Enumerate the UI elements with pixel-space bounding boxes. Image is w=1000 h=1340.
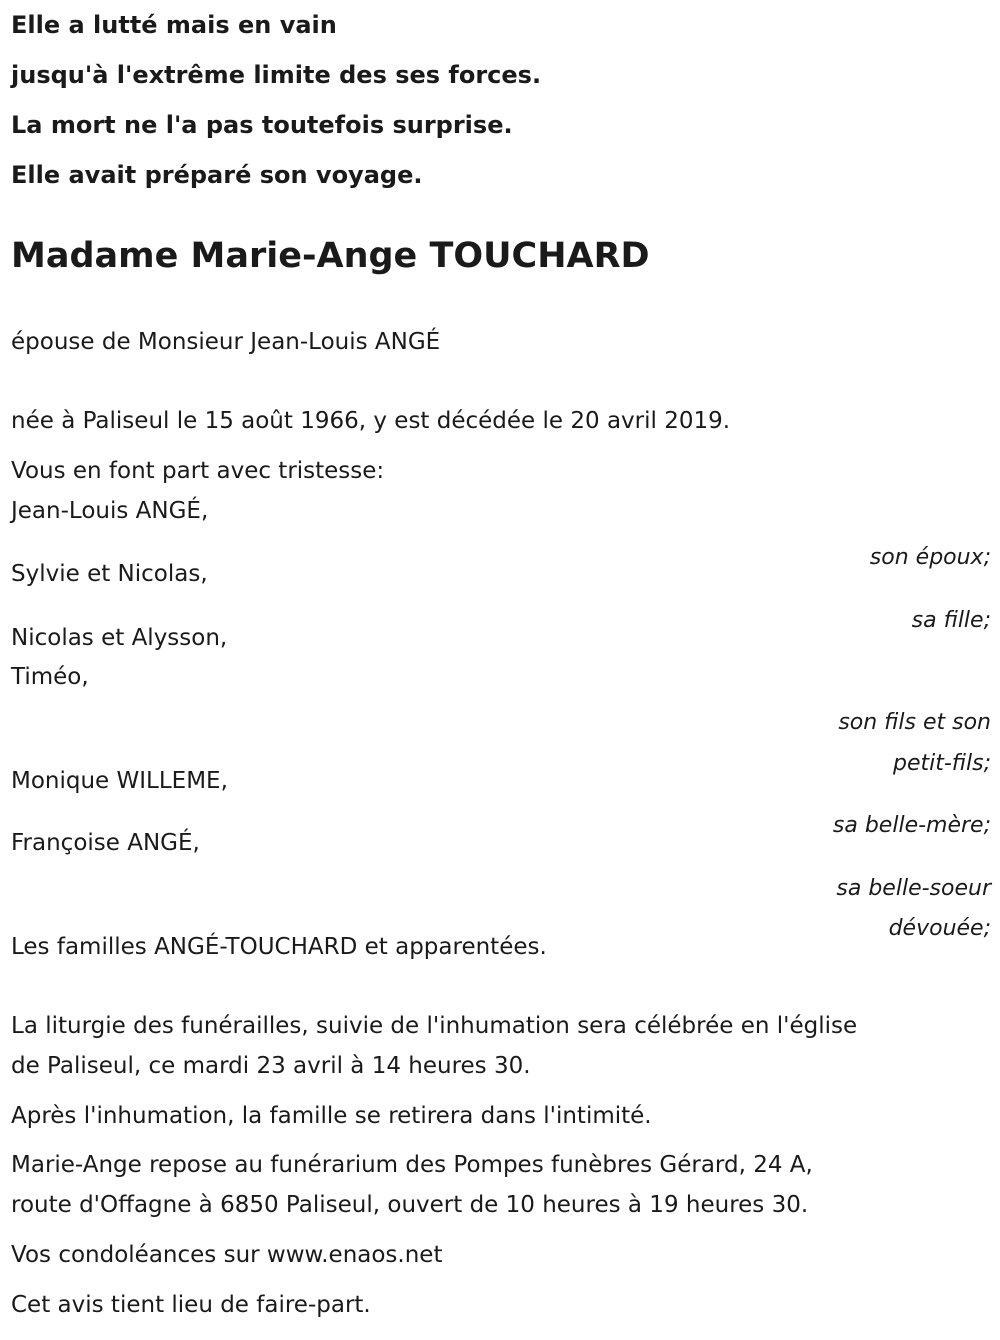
after-burial-text: Après l'inhumation, la famille se retirera dans l'intimité. (11, 1103, 652, 1129)
family-member-relation: sa belle-soeur (836, 876, 991, 901)
family-member-name: Timéo, (11, 664, 89, 690)
families-line: Les familles ANGÉ-TOUCHARD et apparentées. (11, 934, 547, 960)
birth-death-line: née à Paliseul le 15 août 1966, y est décédée le 20 avril 2019. (11, 408, 731, 434)
poem (11, 0, 541, 200)
family-member-name: Françoise ANGÉ, (11, 830, 200, 856)
family-member-relation: petit-fils; (892, 751, 991, 776)
condolences-text: Vos condoléances sur www.enaos.net (11, 1242, 443, 1268)
poem-line: Elle a lutté mais en vain (11, 11, 337, 39)
poem-line: La mort ne l'a pas toutefois surprise. (11, 111, 513, 139)
family-member-name: Nicolas et Alysson, (11, 625, 228, 651)
liturgy-text: de Paliseul, ce mardi 23 avril à 14 heures 30. (11, 1053, 531, 1079)
closing-text: Cet avis tient lieu de faire-part. (11, 1292, 371, 1318)
family-member-name: Jean-Louis ANGÉ, (11, 498, 209, 524)
family-member-name: Sylvie et Nicolas, (11, 561, 208, 587)
spouse-line: épouse de Monsieur Jean-Louis ANGÉ (11, 329, 441, 355)
deceased-name: Madame Marie-Ange TOUCHARD (11, 236, 650, 276)
funeral-home-text: Marie-Ange repose au funérarium des Pompes funèbres Gérard, 24 A, (11, 1152, 813, 1178)
family-member-relation: dévouée; (888, 916, 991, 941)
family-member-relation: son fils et son (838, 710, 991, 735)
family-member-name: Monique WILLEME, (11, 768, 228, 794)
family-member-relation: sa belle-mère; (832, 813, 991, 838)
liturgy-text: La liturgie des funérailles, suivie de l'inhumation sera célébrée en l'église (11, 1013, 858, 1039)
poem-line: Elle avait préparé son voyage. (11, 161, 423, 189)
announcement-intro: Vous en font part avec tristesse: (11, 458, 385, 484)
funeral-home-text: route d'Offagne à 6850 Paliseul, ouvert de 10 heures à 19 heures 30. (11, 1192, 809, 1218)
poem-line: jusqu'à l'extrême limite des ses forces. (11, 61, 542, 89)
family-member-relation: sa fille; (911, 608, 991, 633)
family-member-relation: son époux; (869, 545, 991, 570)
